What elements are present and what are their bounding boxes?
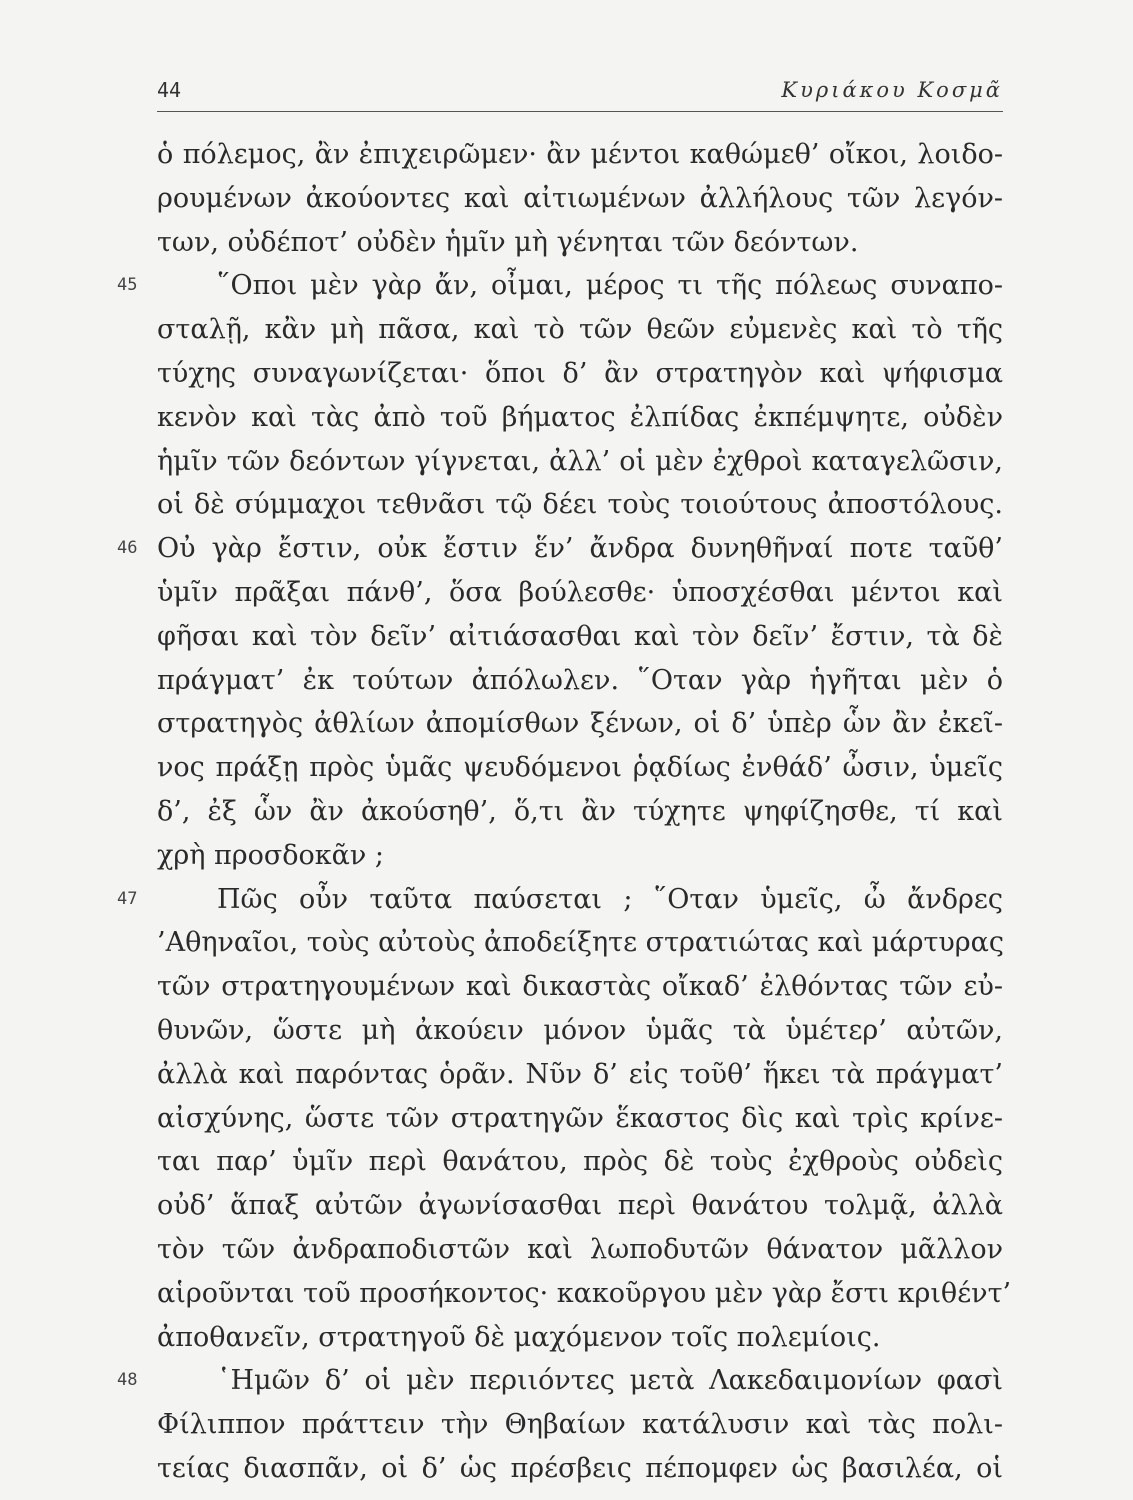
line-text: χρὴ προσδοκᾶν ; (157, 839, 385, 871)
text-line (157, 177, 1003, 221)
text-line (157, 1403, 1003, 1447)
running-title: Κυριάκου Κοσμᾶ (781, 78, 1003, 102)
line-text: ὁ πόλεμος, ἂν ἐπιχειρῶμεν· ἂν μέντοι καθώμεθ’ οἴκοι, λοιδο- (157, 139, 1003, 170)
line-text: ἀποθανεῖν, στρατηγοῦ δὲ μαχόμενον τοῖς πολεμίοις. (157, 1321, 881, 1353)
text-line (157, 1447, 1003, 1491)
text-line (157, 1184, 1003, 1228)
text-line (157, 1140, 1003, 1184)
body-text (117, 133, 1012, 1491)
section-number: 48 (117, 1370, 138, 1391)
line-text: νος πράξῃ πρὸς ὑμᾶς ψευδόμενοι ῥᾳδίως ἐνθάδ’ ὦσιν, ὑμεῖς (157, 752, 1003, 784)
line-text: ’Αθηναῖοι, τοὺς αὐτοὺς ἀποδείξητε στρατιώτας καὶ μάρτυρας (157, 927, 1005, 959)
line-text: ται παρ’ ὑμῖν περὶ θανάτου, πρὸς δὲ τοὺς ἐχθροὺς οὐδεὶς (157, 1146, 1003, 1178)
text-line (157, 921, 1003, 965)
text-line (157, 790, 1003, 834)
line-text: Οὐ γὰρ ἔστιν, οὐκ ἔστιν ἕν’ ἄνδρα δυνηθῆναί ποτε ταῦθ’ (157, 533, 1003, 565)
line-text: οἱ δὲ σύμμαχοι τεθνᾶσι τῷ δέει τοὺς τοιούτους ἀποστόλους. (157, 489, 1003, 521)
text-line (157, 1316, 1003, 1360)
line-text: ὑμῖν πρᾶξαι πάνθ’, ὅσα βούλεσθε· ὑποσχέσθαι μέντοι καὶ (157, 576, 1003, 608)
line-text: Πῶς οὖν ταῦτα παύσεται ; ῞Οταν ὑμεῖς, ὦ ἄνδρες (217, 883, 1003, 915)
line-text: ῞Οποι μὲν γὰρ ἄν, οἶμαι, μέρος τι τῆς πόλεως συναπο- (217, 270, 1003, 302)
text-line (157, 308, 1003, 352)
page-header (157, 78, 1003, 110)
text-line (157, 221, 1003, 265)
text-line (157, 396, 1003, 440)
line-text: πράγματ’ ἐκ τούτων ἀπόλωλεν. ῞Οταν γὰρ ἡγῆται μὲν ὁ (157, 664, 1003, 696)
line-text: ἡμῖν τῶν δεόντων γίγνεται, ἀλλ’ οἱ μὲν ἐχθροὶ καταγελῶσιν, (157, 445, 1003, 477)
line-text: ρουμένων ἀκούοντες καὶ αἰτιωμένων ἀλλήλους τῶν λεγόν- (157, 182, 1003, 214)
text-line (157, 1272, 1012, 1316)
line-text: στρατηγὸς ἀθλίων ἀπομίσθων ξένων, οἱ δ’ ὑπὲρ ὧν ἂν ἐκεῖ- (157, 708, 1003, 740)
line-text: τὸν τῶν ἀνδραποδιστῶν καὶ λωποδυτῶν θάνατον μᾶλλον (157, 1233, 1003, 1265)
text-line (157, 834, 1003, 878)
section-number: 47 (117, 888, 138, 909)
text-line (157, 615, 1003, 659)
text-line (157, 965, 1003, 1009)
section-number: 46 (117, 538, 138, 559)
text-line (157, 571, 1003, 615)
header-rule (157, 111, 1003, 112)
text-line (157, 352, 1003, 396)
text-line (157, 1009, 1003, 1053)
line-text: αἰσχύνης, ὥστε τῶν στρατηγῶν ἕκαστος δὶς καὶ τρὶς κρίνε- (157, 1102, 1003, 1134)
line-text: σταλῇ, κἂν μὴ πᾶσα, καὶ τὸ τῶν θεῶν εὐμενὲς καὶ τὸ τῆς (157, 314, 1003, 346)
line-text: κενὸν καὶ τὰς ἀπὸ τοῦ βήματος ἐλπίδας ἐκπέμψητε, οὐδὲν (157, 401, 1003, 433)
text-line (157, 483, 1003, 527)
line-text: Φίλιππον πράττειν τὴν Θηβαίων κατάλυσιν καὶ τὰς πολι- (157, 1409, 1003, 1441)
line-text: αἱροῦνται τοῦ προσήκοντος· κακοῦργου μὲν γὰρ ἔστι κριθέντ’ (157, 1277, 1012, 1309)
text-line (157, 1228, 1003, 1272)
text-line (157, 1097, 1003, 1141)
text-line (157, 1053, 1003, 1097)
text-line (157, 746, 1003, 790)
text-line (117, 1359, 1003, 1403)
text-line (157, 440, 1003, 484)
text-line (157, 702, 1003, 746)
line-text: δ’, ἐξ ὧν ἂν ἀκούσηθ’, ὅ,τι ἂν τύχητε ψηφίζησθε, τί καὶ (157, 795, 1003, 827)
line-text: ῾Ημῶν δ’ οἱ μὲν περιιόντες μετὰ Λακεδαιμονίων φασὶ (217, 1365, 1003, 1397)
text-line (117, 527, 1003, 571)
line-text: τύχης συναγωνίζεται· ὅποι δ’ ἂν στρατηγὸν καὶ ψήφισμα (157, 357, 1003, 389)
line-text: των, οὐδέποτ’ οὐδὲν ἡμῖν μὴ γένηται τῶν δεόντων. (157, 226, 859, 258)
text-line (157, 659, 1003, 703)
line-text: τείας διασπᾶν, οἱ δ’ ὡς πρέσβεις πέπομφεν ὡς βασιλέα, οἱ (157, 1452, 1003, 1484)
line-text: τῶν στρατηγουμένων καὶ δικαστὰς οἴκαδ’ ἐλθόντας τῶν εὐ- (157, 971, 1003, 1003)
text-line (117, 878, 1003, 922)
line-text: ἀλλὰ καὶ παρόντας ὁρᾶν. Νῦν δ’ εἰς τοῦθ’ ἥκει τὰ πράγματ’ (157, 1058, 1003, 1090)
section-number: 45 (117, 275, 138, 296)
text-line (117, 264, 1003, 308)
page-number: 44 (157, 78, 182, 102)
line-text: φῆσαι καὶ τὸν δεῖν’ αἰτιάσασθαι καὶ τὸν δεῖν’ ἔστιν, τὰ δὲ (157, 620, 1003, 652)
line-text: οὐδ’ ἅπαξ αὐτῶν ἀγωνίσασθαι περὶ θανάτου τολμᾷ, ἀλλὰ (157, 1190, 1003, 1222)
text-line (157, 133, 1003, 177)
line-text: θυνῶν, ὥστε μὴ ἀκούειν μόνον ὑμᾶς τὰ ὑμέτερ’ αὐτῶν, (157, 1014, 1003, 1046)
